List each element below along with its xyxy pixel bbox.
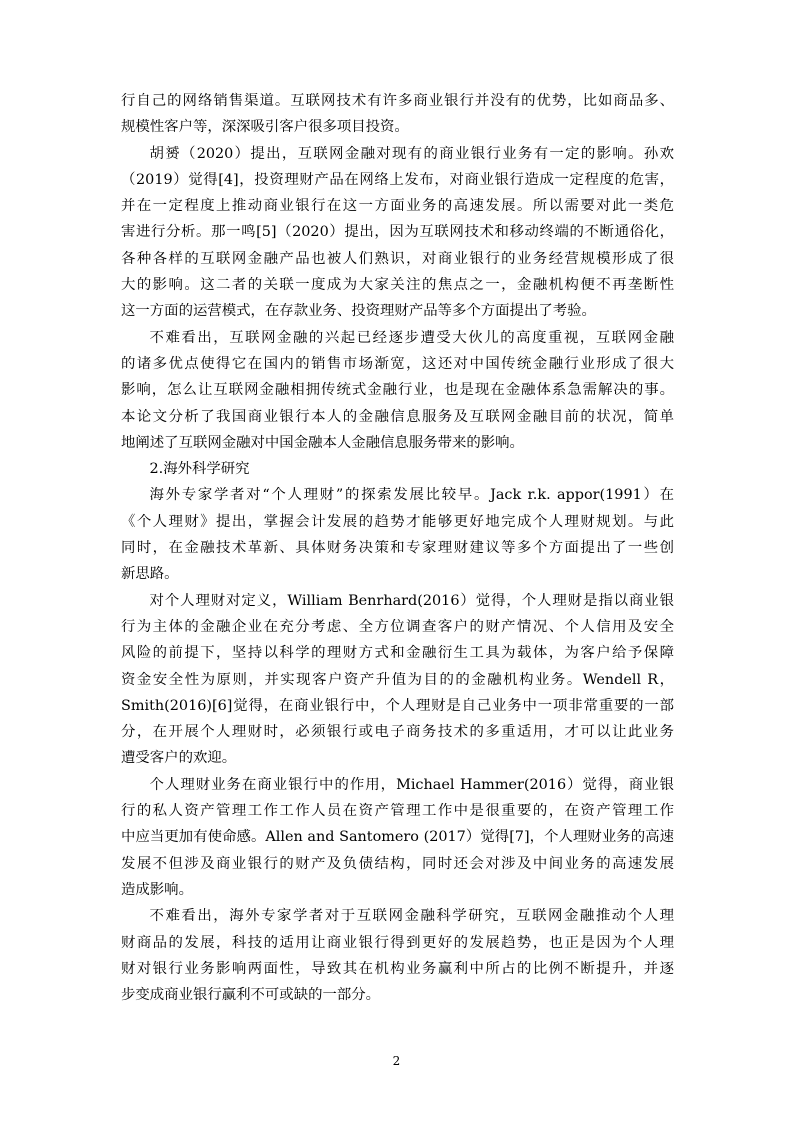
text-line: 规模性客户等，深深吸引客户很多项目投资。 xyxy=(121,119,409,136)
text-line: 中应当更加有使命感。Allen and Santomero (2017）觉得[7]，个人理财业务的高速 xyxy=(121,829,674,846)
text-line: 害进行分析。那一鸣[5]（2020）提出，因为互联网技术和移动终端的不断通俗化， xyxy=(121,224,674,241)
text-line: 这一方面的运营模式，在存款业务、投资理财产品等多个方面提出了考验。 xyxy=(121,303,596,320)
text-line: 不难看出，互联网金融的兴起已经逐步遭受大伙儿的高度重视，互联网金融 xyxy=(149,329,674,346)
text-line: 海外专家学者对“个人理财”的探索发展比较早。Jack r.k. appor(1991）在 xyxy=(149,487,674,504)
text-line: 风险的前提下，坚持以科学的理财方式和金融衍生工具为载体，为客户给予保障 xyxy=(121,645,674,662)
text-line: 2.海外科学研究 xyxy=(149,461,250,478)
text-line: 行为主体的金融企业在充分考虑、全方位调查客户的财产情况、个人信用及安全 xyxy=(121,618,674,635)
text-line: 地阐述了互联网金融对中国金融本人金融信息服务带来的影响。 xyxy=(121,434,524,451)
text-line: 财对银行业务影响两面性，导致其在机构业务赢利中所占的比例不断提升，并逐 xyxy=(121,960,674,977)
text-line: （2019）觉得[4]，投资理财产品在网络上发布，对商业银行造成一定程度的危害， xyxy=(121,171,674,188)
text-line: 行自己的网络销售渠道。互联网技术有许多商业银行并没有的优势，比如商品多、 xyxy=(121,93,674,109)
text-line: 分，在开展个人理财时，必须银行或电子商务技术的多重适用，才可以让此业务 xyxy=(121,724,674,741)
text-line: 造成影响。 xyxy=(121,881,193,898)
text-line: 《个人理财》提出，掌握会计发展的趋势才能够更好地完成个人理财规划。与此 xyxy=(121,513,674,530)
text-line: 新思路。 xyxy=(121,566,179,583)
text-line: 步变成商业银行赢利不可或缺的一部分。 xyxy=(121,987,381,1004)
text-line: 遭受客户的欢迎。 xyxy=(121,750,237,767)
page-number: 2 xyxy=(392,1054,401,1068)
text-line: 不难看出，海外专家学者对于互联网金融科学研究，互联网金融推动个人理 xyxy=(149,908,674,925)
text-line: 资金安全性为原则，并实现客户资产升值为目的的金融机构业务。Wendell R， xyxy=(121,671,674,688)
text-line: 财商品的发展，科技的适用让商业银行得到更好的发展趋势，也正是因为个人理 xyxy=(121,934,674,951)
text-line: 行的私人资产管理工作工作人员在资产管理工作中是很重要的，在资产管理工作 xyxy=(121,803,674,820)
text-line: 胡赟（2020）提出，互联网金融对现有的商业银行业务有一定的影响。孙欢 xyxy=(149,145,674,162)
text-line: 影响，怎么让互联网金融相拥传统式金融行业，也是现在金融体系急需解决的事。 xyxy=(121,382,674,399)
text-line: 的诸多优点使得它在国内的销售市场渐宽，这还对中国传统金融行业形成了很大 xyxy=(121,355,674,372)
text-line: 各种各样的互联网金融产品也被人们熟识，对商业银行的业务经营规模形成了很 xyxy=(121,250,674,267)
text-line: 大的影响。这二者的关联一度成为大家关注的焦点之一，金融机构便不再垄断性 xyxy=(121,277,674,294)
text-line: 同时，在金融技术革新、具体财务决策和专家理财建议等多个方面提出了一些创 xyxy=(121,540,674,557)
text-line: 本论文分析了我国商业银行本人的金融信息服务及互联网金融目前的状况，简单 xyxy=(121,408,674,425)
text-line: 对个人理财对定义，William Benrhard(2016）觉得，个人理财是指以商业银 xyxy=(149,592,674,609)
text-line: 并在一定程度上推动商业银行在这一方面业务的高速发展。所以需要对此一类危 xyxy=(121,198,674,215)
text-line: 个人理财业务在商业银行中的作用，Michael Hammer(2016）觉得，商业银 xyxy=(149,776,674,793)
text-line: Smith(2016)[6]觉得，在商业银行中，个人理财是自己业务中一项非常重要的一部 xyxy=(121,697,674,714)
text-line: 发展不但涉及商业银行的财产及负债结构，同时还会对涉及中间业务的高速发展 xyxy=(121,855,674,872)
body-text xyxy=(121,88,674,1008)
